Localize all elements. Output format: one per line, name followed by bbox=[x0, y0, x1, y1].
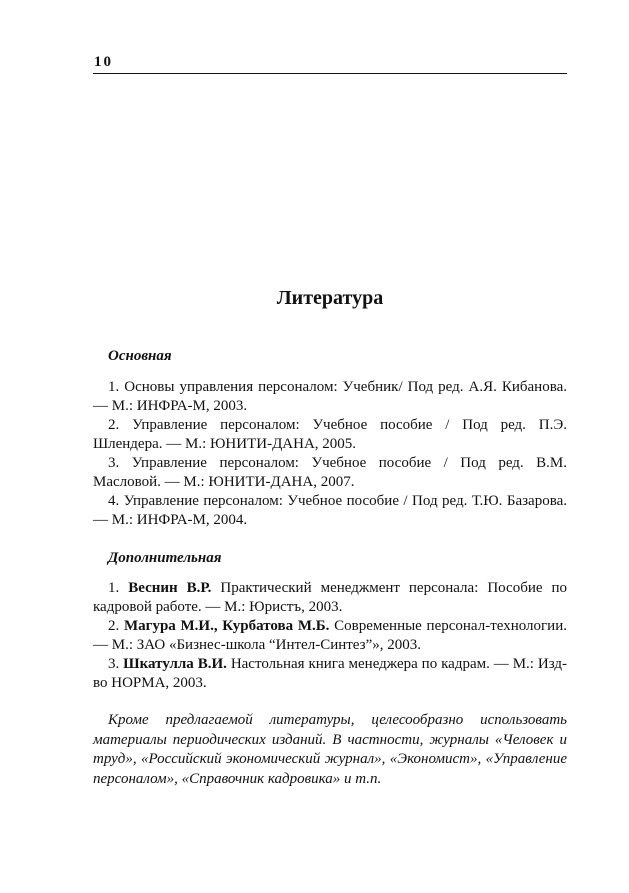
periodicals-note: Кроме предлагаемой литературы, целесообразно использовать материалы периодических изданий. В частности, журналы «Человек и труд», «Российский экономический журнал», «Экономист», «Управление персоналом», «Справочник кадровика» и т.п. bbox=[93, 712, 567, 787]
additional-literature-list bbox=[93, 579, 567, 693]
item-text: Практический менеджмент персонала: Пособие по кадровой работе. — М.: Юристъ, 2003. bbox=[93, 580, 568, 615]
list-item bbox=[93, 579, 567, 617]
header-rule bbox=[93, 73, 567, 74]
item-text: Настольная книга менеджера по кадрам. — М.: Изд-во НОРМА, 2003. bbox=[93, 656, 567, 691]
item-author: Веснин В.Р. bbox=[128, 580, 212, 596]
list-item bbox=[93, 617, 567, 655]
main-literature-list bbox=[93, 378, 567, 530]
item-number: 1. bbox=[108, 580, 120, 596]
section-heading-additional: Дополнительная bbox=[108, 550, 222, 566]
list-item: 1. Основы управления персоналом: Учебник/ Под ред. А.Я. Кибанова. — М.: ИНФРА-М, 2003. bbox=[93, 379, 567, 414]
item-text: Современные персонал-технологии. — М.: ЗАО «Бизнес-школа “Интел-Синтез”», 2003. bbox=[93, 618, 567, 653]
list-item: 4. Управление персоналом: Учебное пособие / Под ред. Т.Ю. Базарова. — М.: ИНФРА-М, 2004. bbox=[93, 493, 567, 528]
list-item: 2. Управление персоналом: Учебное пособие / Под ред. П.Э. Шлендера. — М.: ЮНИТИ-ДАНА, 2005. bbox=[93, 417, 567, 452]
section-heading-main: Основная bbox=[108, 348, 172, 364]
item-author: Магура М.И., Курбатова М.Б. bbox=[123, 618, 330, 634]
list-item: 3. Управление персоналом: Учебное пособие / Под ред. В.М. Масловой. — М.: ЮНИТИ-ДАНА, 2007. bbox=[93, 455, 567, 490]
item-number: 2. bbox=[108, 618, 120, 634]
page-number: 10 bbox=[94, 54, 113, 70]
item-number: 3. bbox=[108, 656, 120, 672]
list-item bbox=[93, 655, 567, 693]
item-author: Шкатулла В.И. bbox=[123, 656, 227, 672]
page-title: Литература bbox=[276, 287, 384, 309]
